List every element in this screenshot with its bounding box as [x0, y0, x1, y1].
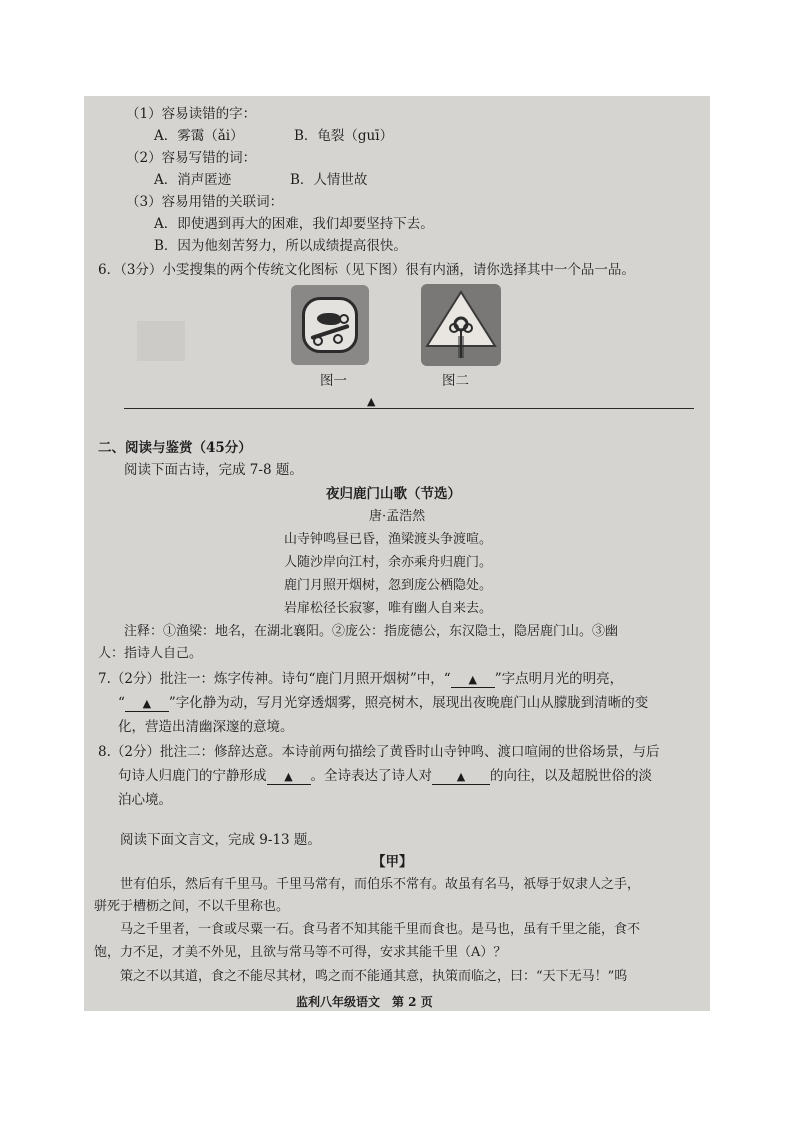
magpie-plum-icon [291, 285, 369, 365]
q5-sub2: （2）容易写错的词： [126, 150, 257, 166]
figure-2-caption: 图二 [442, 373, 469, 389]
q6-text: 6．（3分）小雯搜集的两个传统文化图标（见下图）很有内涵，请你选择其中一个品一品。 [98, 262, 635, 278]
poem-author: 唐·孟浩然 [369, 509, 426, 524]
poem-line-3: 鹿门月照开烟树，忽到庞公栖隐处。 [284, 578, 493, 593]
passage-line-5: 策之不以其道，食之不能尽其材，鸣之而不能通其意，执策而临之，曰：“天下无马！”呜 [120, 969, 628, 984]
q5-sub3-option-b: B．因为他刻苦努力，所以成绩提高很快。 [154, 238, 407, 254]
passage-line-2: 骈死于槽枥之间，不以千里称也。 [94, 899, 290, 914]
q8-line-3: 泊心境。 [118, 792, 172, 808]
chinese-knot-triangle-icon [421, 284, 501, 366]
q8-line-2: 句诗人归鹿门的宁静形成 ▲ 。全诗表达了诗人对 ▲ 的向往，以及超脱世俗的淡 [118, 768, 652, 784]
q8-line-1: 8.（2分）批注二：修辞达意。本诗前两句描绘了黄昏时山寺钟鸣、渡口喧闹的世俗场景，与后 [98, 744, 660, 760]
q7-line-2: “ ▲ ”字化静为动，写月光穿透烟雾，照亮树木，展现出夜晚鹿门山从朦胧到清晰的变 [118, 695, 649, 711]
answer-line [124, 408, 694, 409]
q7-line-3: 化，营造出清幽深邃的意境。 [118, 719, 294, 735]
q5-sub1-option-a: A．雾霭（ǎi） [154, 128, 244, 144]
section-2-title: 二、阅读与鉴赏（45分） [98, 440, 252, 456]
passage-line-1: 世有伯乐，然后有千里马。千里马常有，而伯乐不常有。故虽有名马，祇辱于奴隶人之手， [120, 877, 641, 892]
margin-scan-shadow [137, 321, 185, 361]
passage-jia-heading: 【甲】 [372, 854, 413, 870]
poem-title: 夜归鹿门山歌（节选） [326, 486, 461, 502]
poem-line-4: 岩扉松径长寂寥，唯有幽人自来去。 [284, 601, 493, 616]
q8-blank-1: ▲ [267, 770, 311, 785]
exam-page [84, 96, 710, 1011]
q7-blank-2: ▲ [125, 697, 169, 712]
poem-line-2: 人随沙岸向江村，余亦乘舟归鹿门。 [284, 555, 493, 570]
passage-line-4: 饱，力不足，才美不外见，且欲与常马等不可得，安求其能千里（A）？ [94, 945, 507, 960]
poem-note-line-1: 注释：①渔梁：地名，在湖北襄阳。②庞公：指庞德公，东汉隐士，隐居鹿门山。③幽 [124, 624, 619, 639]
figure-1-caption: 图一 [320, 373, 347, 389]
q5-sub1-option-b: B．龟裂（guī） [294, 128, 394, 144]
q5-sub2-option-a: A．消声匿迹 [154, 172, 232, 188]
poem-instruction: 阅读下面古诗，完成 7-8 题。 [124, 462, 303, 478]
q5-sub1: （1）容易读错的字： [126, 106, 257, 122]
q5-sub3-option-a: A．即使遇到再大的困难，我们却要坚持下去。 [154, 216, 434, 232]
poem-note-line-2: 人：指诗人自己。 [98, 646, 203, 661]
q5-sub3: （3）容易用错的关联词： [126, 194, 284, 210]
poem-line-1: 山寺钟鸣昼已昏，渔梁渡头争渡喧。 [284, 532, 493, 547]
q6-answer-mark: ▲ [367, 395, 376, 408]
q7-line-1: 7.（2分）批注一：炼字传神。诗句“鹿门月照开烟树”中，“ ▲ ”字点明月光的明亮， [98, 671, 624, 687]
q8-blank-2: ▲ [432, 770, 490, 785]
classical-instruction: 阅读下面文言文，完成 9-13 题。 [120, 832, 321, 848]
page-footer: 监利八年级语文 第 2 页 [296, 995, 433, 1009]
q5-sub2-option-b: B．人情世故 [290, 172, 368, 188]
q7-blank-1: ▲ [451, 673, 495, 688]
passage-line-3: 马之千里者，一食或尽粟一石。食马者不知其能千里而食也。是马也，虽有千里之能，食不 [120, 922, 641, 937]
